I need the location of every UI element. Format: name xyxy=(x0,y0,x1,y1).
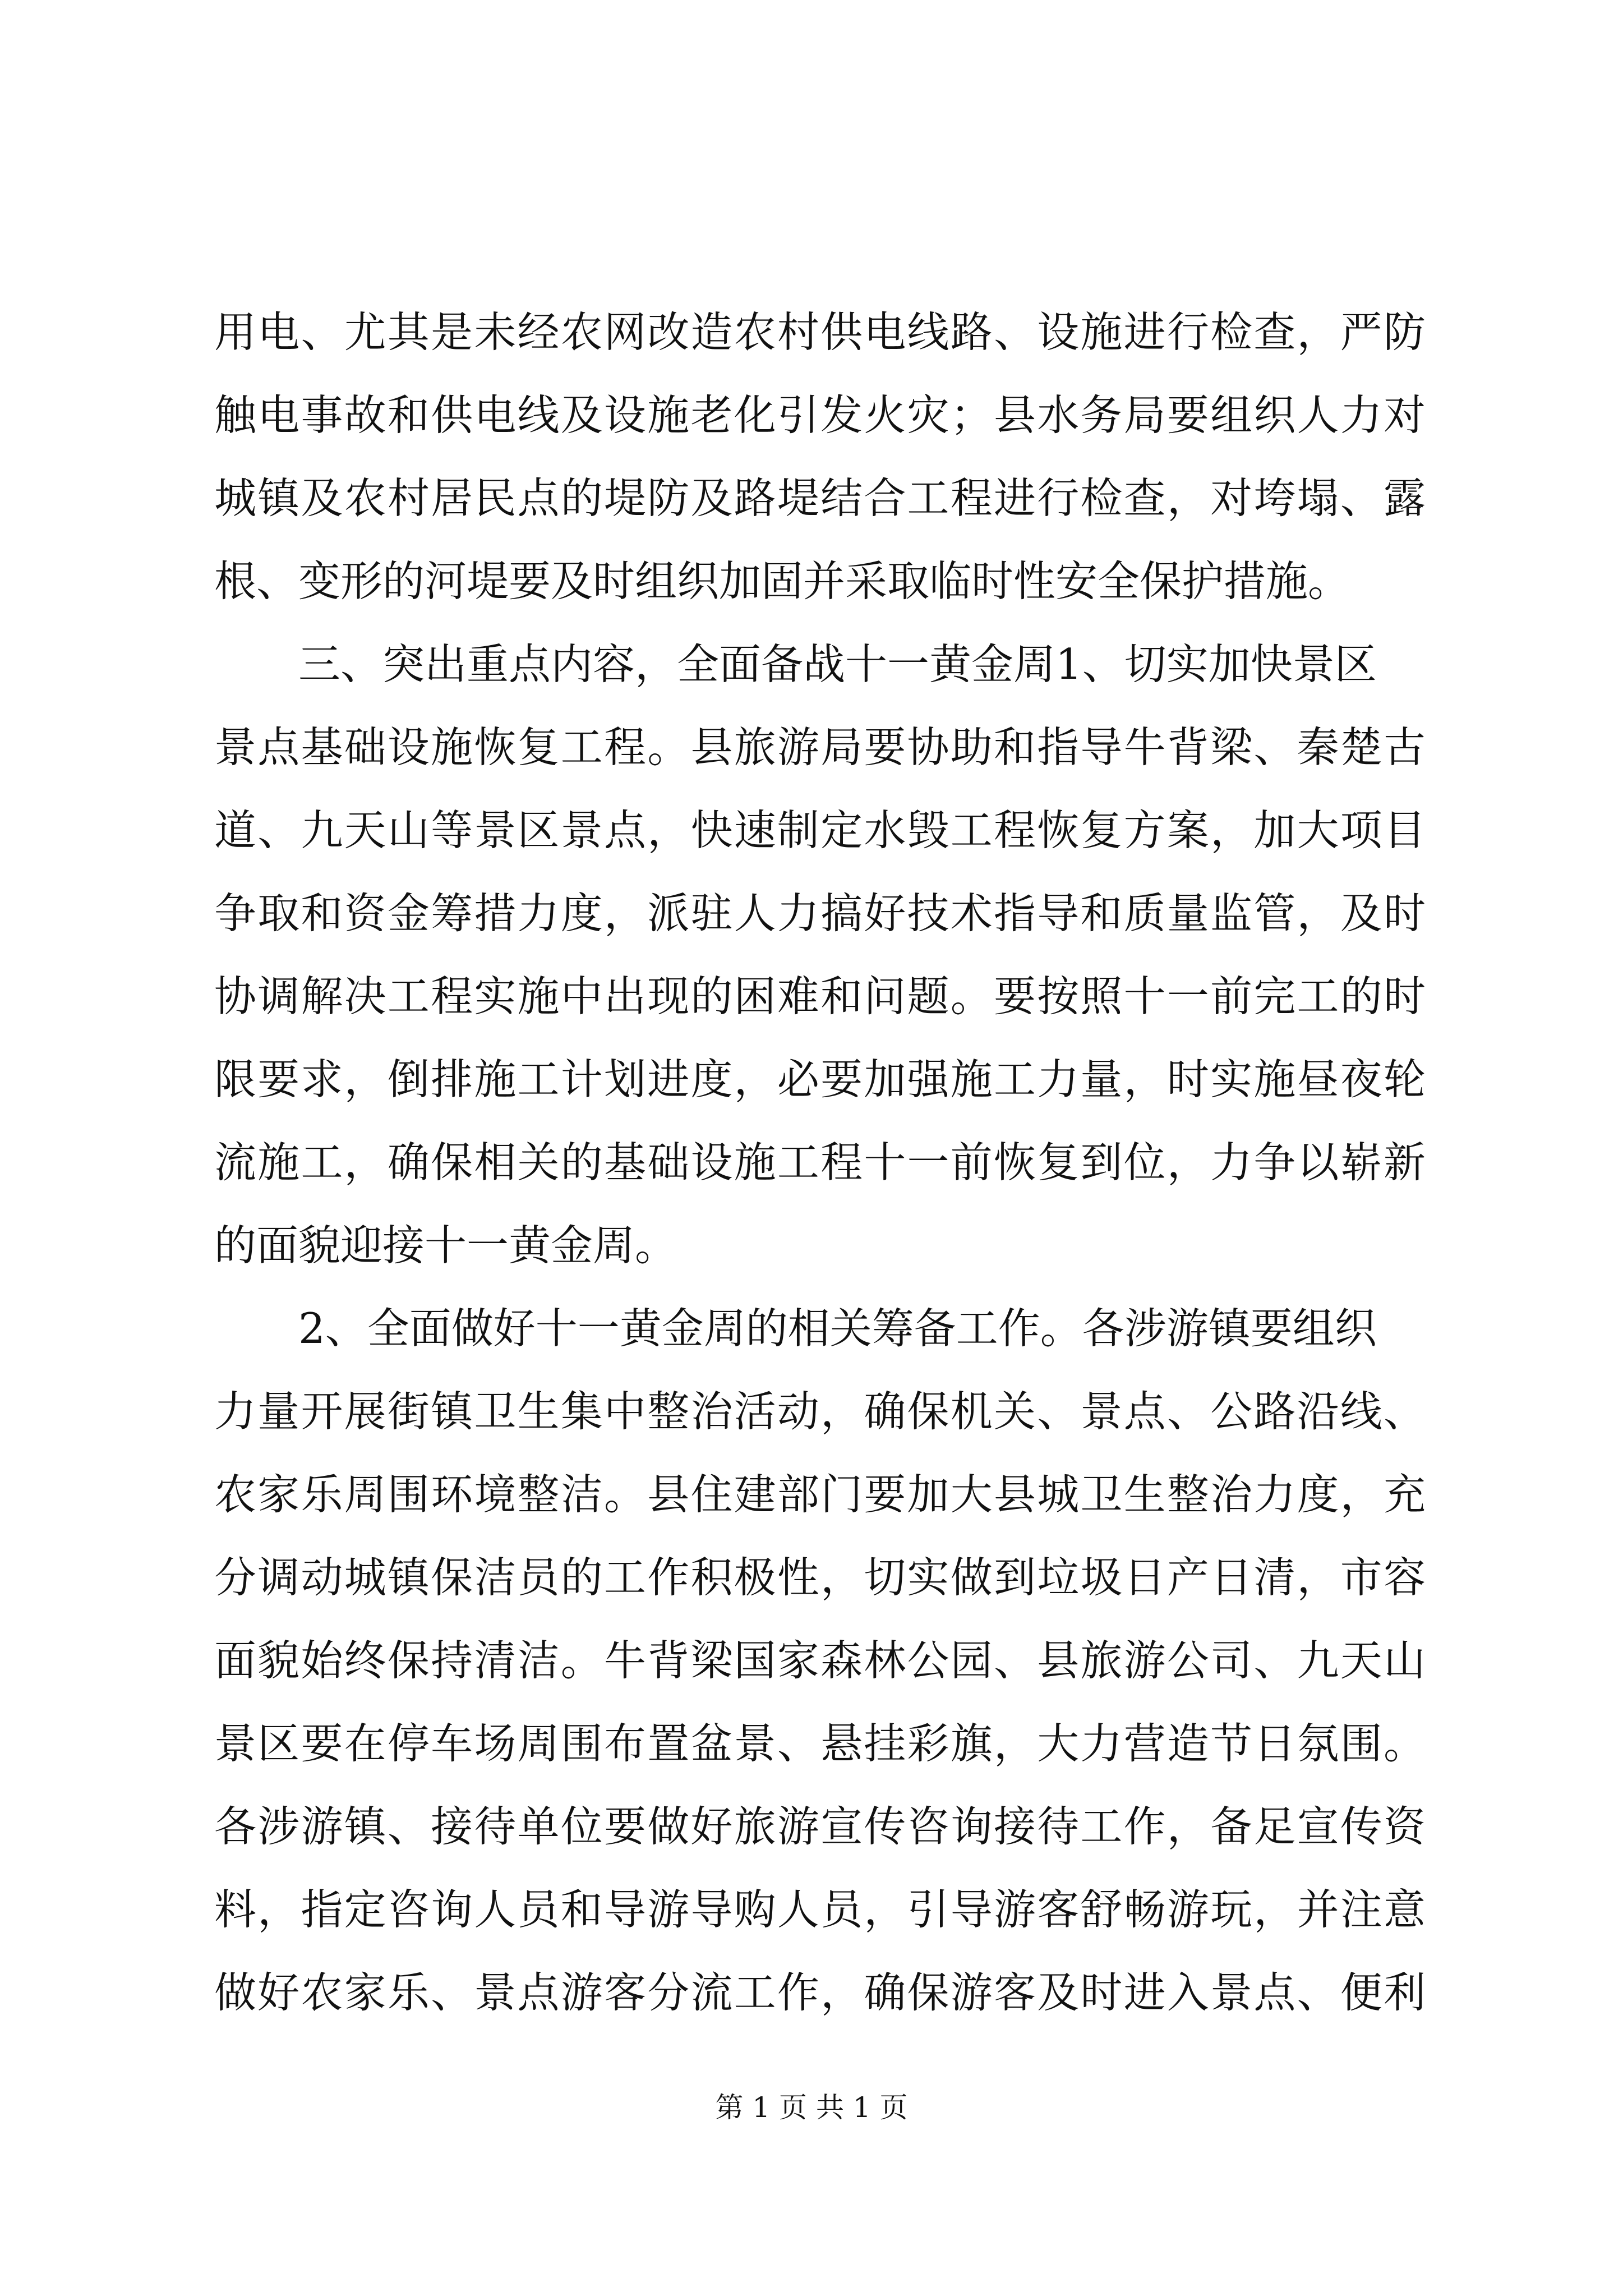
body-text xyxy=(214,291,1426,2034)
text-line-16: 分调动城镇保洁员的工作积极性，切实做到垃圾日产日清，市容 xyxy=(214,1553,1426,1602)
text-line-5: 三、突出重点内容，全面备战十一黄金周1、切实加快景区 xyxy=(214,639,1377,689)
text-line-10: 限要求，倒排施工计划进度，必要加强施工力量，时实施昼夜轮 xyxy=(214,1055,1426,1104)
text-line-2: 触电事故和供电线及设施老化引发火灾；县水务局要组织人力对 xyxy=(214,390,1426,440)
text-line-6: 景点基础设施恢复工程。县旅游局要协助和指导牛背梁、秦楚古 xyxy=(214,723,1426,772)
text-line-12: 的面貌迎接十一黄金周。 xyxy=(214,1221,677,1270)
text-line-17: 面貌始终保持清洁。牛背梁国家森林公园、县旅游公司、九天山 xyxy=(214,1636,1426,1685)
text-line-15: 农家乐周围环境整洁。县住建部门要加大县城卫生整治力度，充 xyxy=(214,1470,1426,1519)
text-line-8: 争取和资金筹措力度，派驻人力搞好技术指导和质量监管，及时 xyxy=(214,889,1426,938)
text-line-14: 力量开展街镇卫生集中整治活动，确保机关、景点、公路沿线、 xyxy=(214,1387,1426,1436)
text-line-11: 流施工，确保相关的基础设施工程十一前恢复到位，力争以崭新 xyxy=(214,1138,1426,1187)
text-line-19: 各涉游镇、接待单位要做好旅游宣传咨询接待工作，备足宣传资 xyxy=(214,1802,1426,1851)
page-footer: 第 1 页 共 1 页 xyxy=(715,2091,908,2124)
text-line-18: 景区要在停车场周围布置盆景、悬挂彩旗，大力营造节日氛围。 xyxy=(214,1719,1426,1768)
text-line-7: 道、九天山等景区景点，快速制定水毁工程恢复方案，加大项目 xyxy=(214,806,1426,855)
text-line-1: 用电、尤其是未经农网改造农村供电线路、设施进行检查，严防 xyxy=(214,307,1426,357)
text-line-9: 协调解决工程实施中出现的困难和问题。要按照十一前完工的时 xyxy=(214,972,1426,1021)
text-line-4: 根、变形的河堤要及时组织加固并采取临时性安全保护措施。 xyxy=(214,556,1350,606)
text-line-21: 做好农家乐、景点游客分流工作，确保游客及时进入景点、便利 xyxy=(214,1968,1426,2017)
text-line-3: 城镇及农村居民点的堤防及路堤结合工程进行检查，对垮塌、露 xyxy=(214,473,1426,523)
text-line-20: 料，指定咨询人员和导游导购人员，引导游客舒畅游玩，并注意 xyxy=(214,1885,1426,1934)
text-line-13: 2、全面做好十一黄金周的相关筹备工作。各涉游镇要组织 xyxy=(214,1304,1377,1353)
